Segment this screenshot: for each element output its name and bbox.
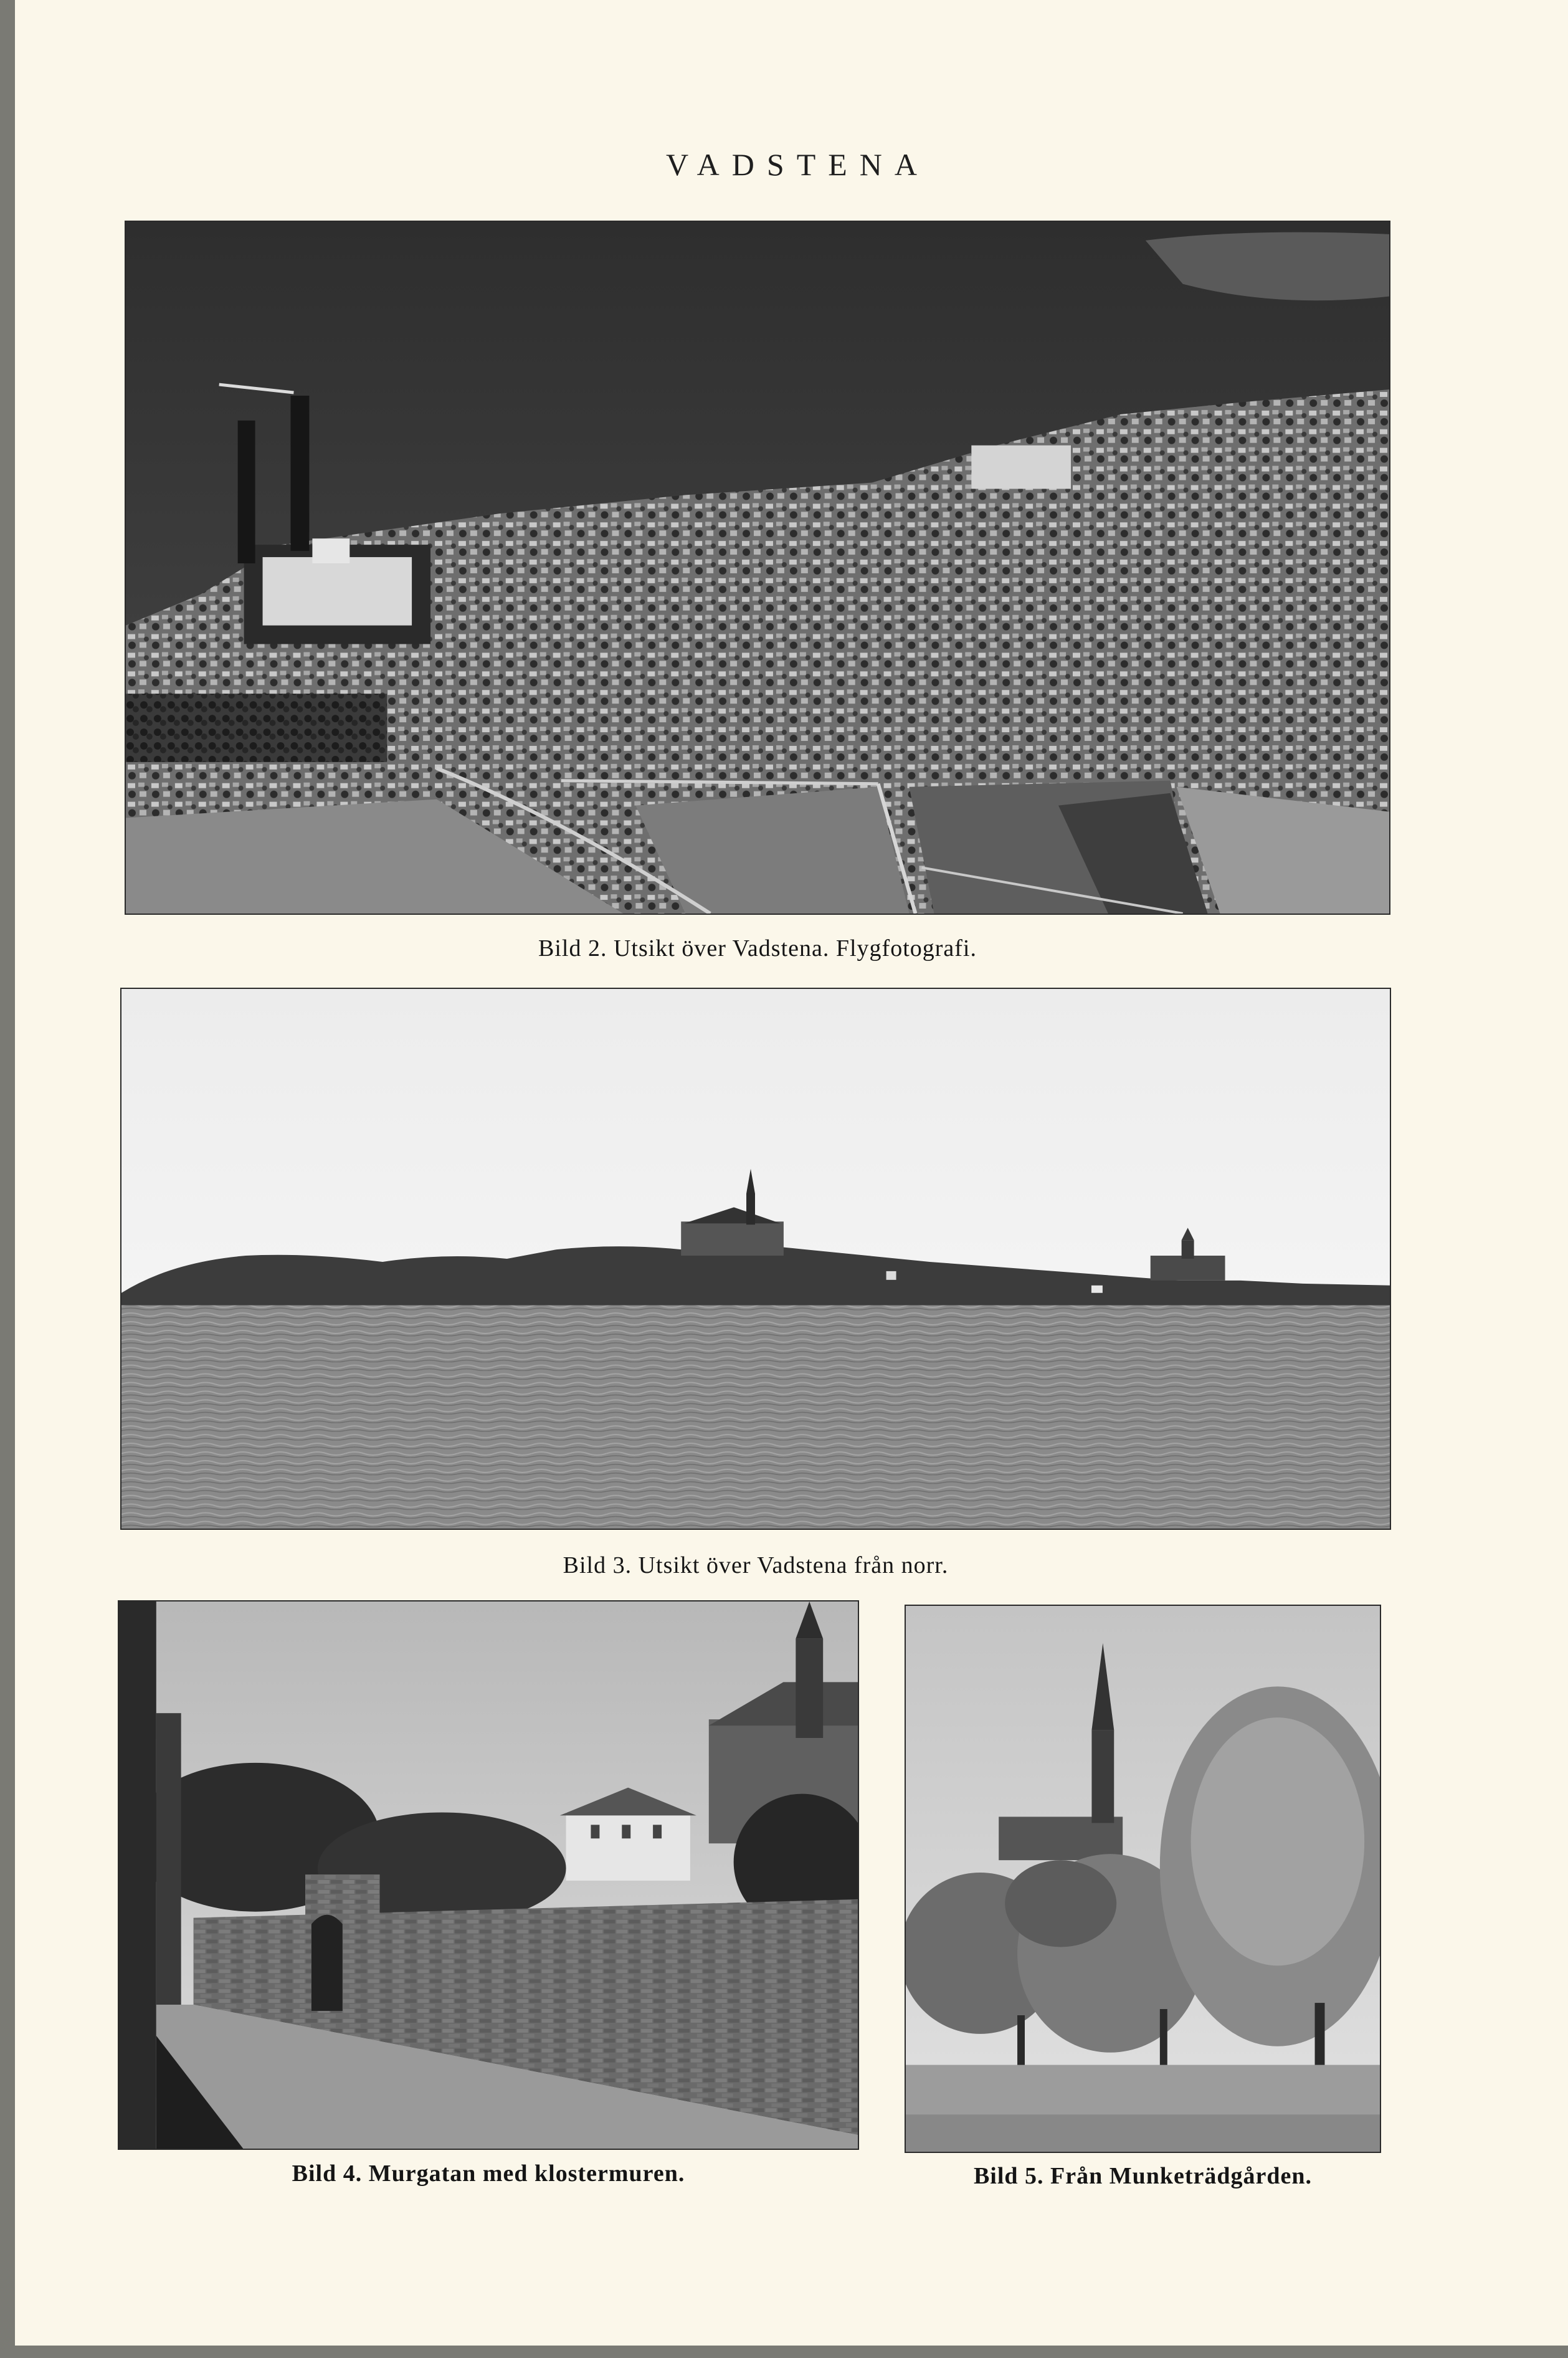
caption-bild-2: Bild 2. Utsikt över Vadstena. Flygfotografi.: [538, 935, 977, 962]
munketradgarden-photo: [905, 1605, 1381, 2153]
caption-bild-4: Bild 4. Murgatan med klostermuren.: [292, 2160, 685, 2187]
murgatan-photo: [118, 1600, 859, 2150]
page-title: VADSTENA: [666, 147, 929, 182]
caption-bild-3: Bild 3. Utsikt över Vadstena från norr.: [563, 1552, 949, 1578]
caption-bild-5: Bild 5. Från Munketrädgården.: [973, 2163, 1313, 2189]
lake-view-photo: [120, 988, 1391, 1530]
aerial-photo: [125, 221, 1390, 915]
book-page: [15, 0, 1568, 2346]
